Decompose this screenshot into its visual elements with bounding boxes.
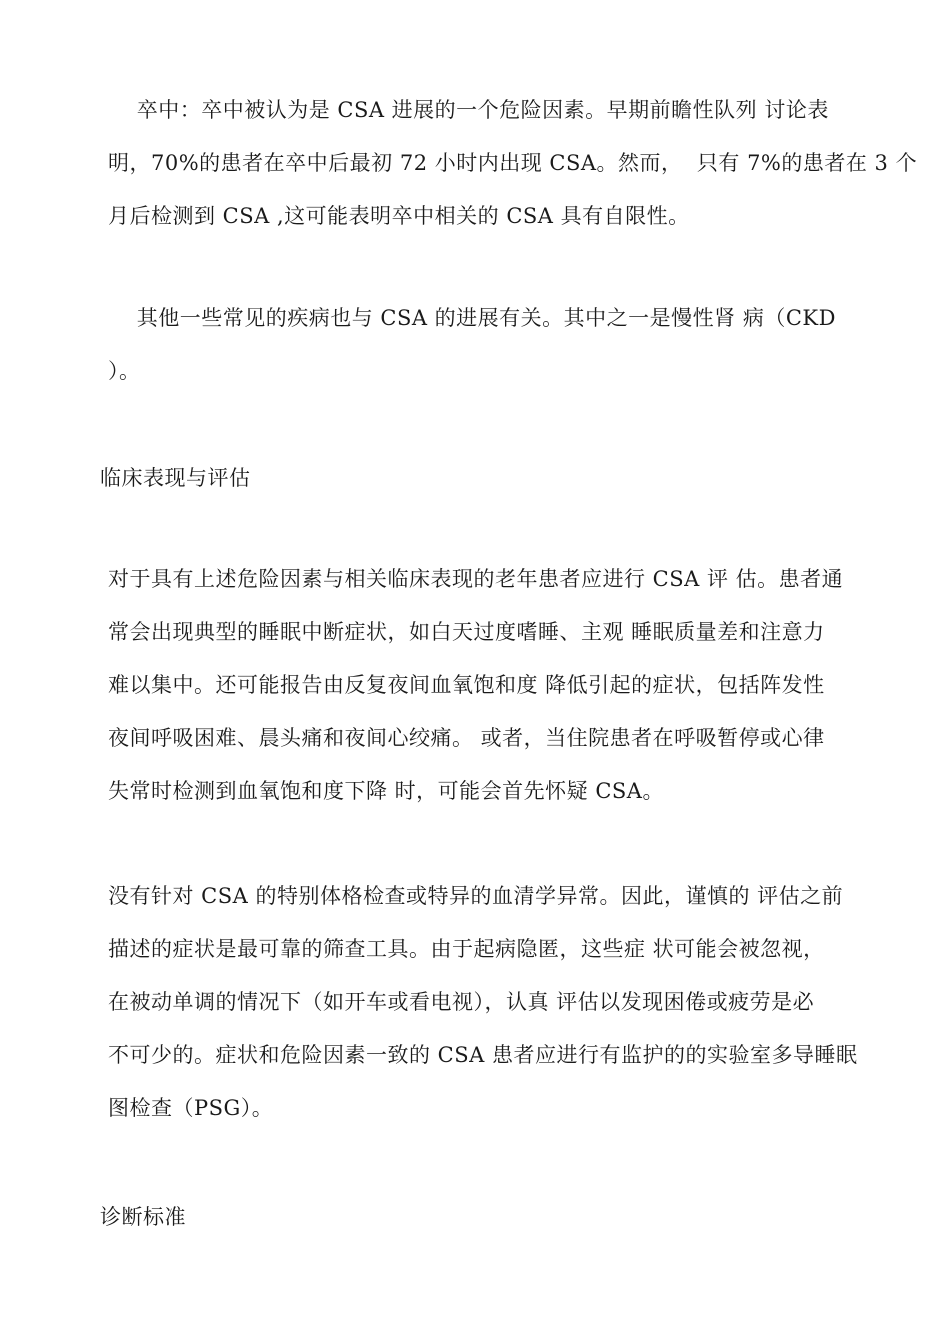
paragraph-other-diseases — [108, 292, 883, 398]
section-heading-diagnosis: 诊断标准 — [100, 1205, 186, 1229]
text-line: 夜间呼吸困难、晨头痛和夜间心绞痛。 或者，当住院患者在呼吸暂停或心律 — [108, 726, 825, 750]
text-line: 在被动单调的情况下（如开车或看电视），认真 评估以发现困倦或疲劳是必 — [108, 990, 815, 1014]
text-line: 没有针对 CSA 的特别体格检查或特异的血清学异常。因此，谨慎的 评估之前 — [108, 884, 844, 908]
text-line: 对于具有上述危险因素与相关临床表现的老年患者应进行 CSA 评 估。患者通 — [108, 567, 844, 591]
text-line: ）。 — [108, 359, 141, 383]
text-line: 月后检测到 CSA ,这可能表明卒中相关的 CSA 具有自限性。 — [108, 204, 690, 228]
paragraph-screening — [108, 870, 883, 1135]
paragraph-stroke — [108, 84, 918, 243]
text-line: 其他一些常见的疾病也与 CSA 的进展有关。其中之一是慢性肾 病（CKD — [108, 306, 836, 330]
text-line: 常会出现典型的睡眠中断症状，如白天过度嗜睡、主观 睡眠质量差和注意力 — [108, 620, 825, 644]
text-line: 明，70%的患者在卒中后最初 72 小时内出现 CSA。然而， 只有 7%的患者在 3 个 — [108, 151, 918, 175]
text-line: 图检查（PSG）。 — [108, 1096, 274, 1120]
text-line: 失常时检测到血氧饱和度下降 时，可能会首先怀疑 CSA。 — [108, 779, 664, 803]
text-line: 描述的症状是最可靠的筛查工具。由于起病隐匿，这些症 状可能会被忽视， — [108, 937, 825, 961]
text-line: 卒中：卒中被认为是 CSA 进展的一个危险因素。早期前瞻性队列 讨论表 — [108, 98, 829, 122]
text-line: 难以集中。还可能报告由反复夜间血氧饱和度 降低引起的症状，包括阵发性 — [108, 673, 825, 697]
paragraph-clinical-evaluation — [108, 553, 883, 818]
text-line: 不可少的。症状和危险因素一致的 CSA 患者应进行有监护的的实验室多导睡眠 — [108, 1043, 858, 1067]
section-heading-clinical: 临床表现与评估 — [100, 466, 251, 490]
